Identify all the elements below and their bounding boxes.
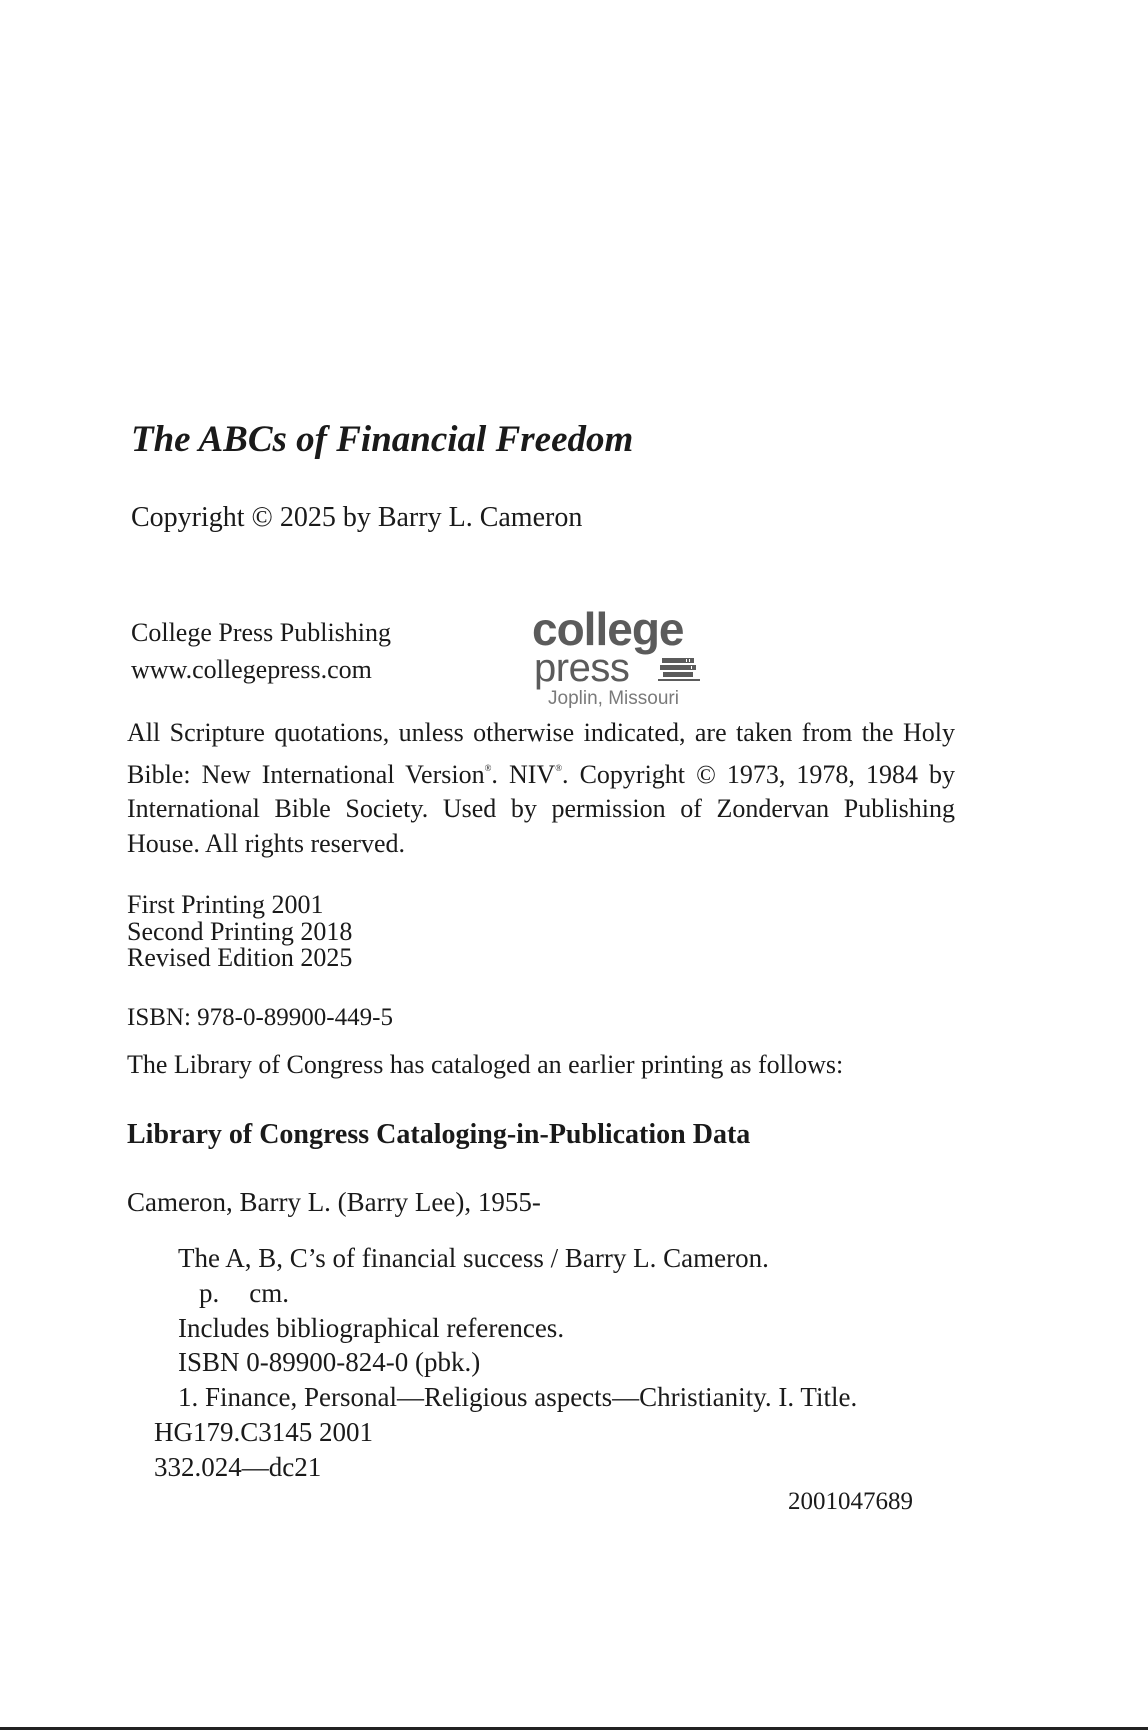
printing-line: Revised Edition 2025 <box>127 943 353 972</box>
library-of-congress-note: The Library of Congress has cataloged an earlier printing as follows: <box>127 1050 844 1079</box>
cip-author: Cameron, Barry L. (Barry Lee), 1955- <box>127 1187 541 1217</box>
registered-mark: ® <box>484 762 492 773</box>
book-title: The ABCs of Financial Freedom <box>131 419 634 460</box>
scripture-text-2: . NIV <box>491 759 556 789</box>
printing-line: Second Printing 2018 <box>127 916 353 946</box>
cip-title-line: The A, B, C’s of financial success / Barry L. Cameron. <box>178 1243 769 1273</box>
cip-subjects: 1. Finance, Personal—Religious aspects—Christianity. I. Title. <box>178 1382 858 1412</box>
printing-history <box>127 892 352 972</box>
publisher-name: College Press Publishing <box>131 618 392 647</box>
college-press-logo <box>530 603 710 714</box>
isbn: ISBN: 978-0-89900-449-5 <box>127 1004 393 1031</box>
logo-college-text: college <box>532 603 684 655</box>
book-stack-icon <box>658 654 700 684</box>
printing-line: First Printing 2001 <box>127 890 324 919</box>
cip-lc-class: HG179.C3145 2001 <box>154 1417 374 1447</box>
scripture-text-1: All Scripture quotations, unless otherwise indicated, are taken from the Holy Bible: New International Version <box>127 718 955 789</box>
scripture-text-3: . Copyright © 1973, 1978, 1984 by International Bible Society. Used by permission of Zondervan Publishing House. All rights reserved. <box>127 759 955 858</box>
logo-location: Joplin, Missouri <box>548 688 679 709</box>
registered-mark: ® <box>555 762 563 773</box>
publisher-url: www.collegepress.com <box>131 655 372 684</box>
cip-pages: p. <box>199 1278 220 1308</box>
logo-press-text: press <box>534 646 630 690</box>
cip-bibliography: Includes bibliographical references. <box>178 1313 565 1343</box>
cip-dewey: 332.024—dc21 <box>154 1452 322 1482</box>
cip-lccn: 2001047689 <box>788 1488 913 1515</box>
copyright-line: Copyright © 2025 by Barry L. Cameron <box>131 502 583 533</box>
cip-size: cm. <box>249 1278 289 1308</box>
cip-heading: Library of Congress Cataloging-in-Publication Data <box>127 1119 751 1150</box>
scripture-permission <box>127 716 955 861</box>
cip-physical-description <box>199 1278 289 1309</box>
cip-isbn: ISBN 0-89900-824-0 (pbk.) <box>178 1347 481 1377</box>
